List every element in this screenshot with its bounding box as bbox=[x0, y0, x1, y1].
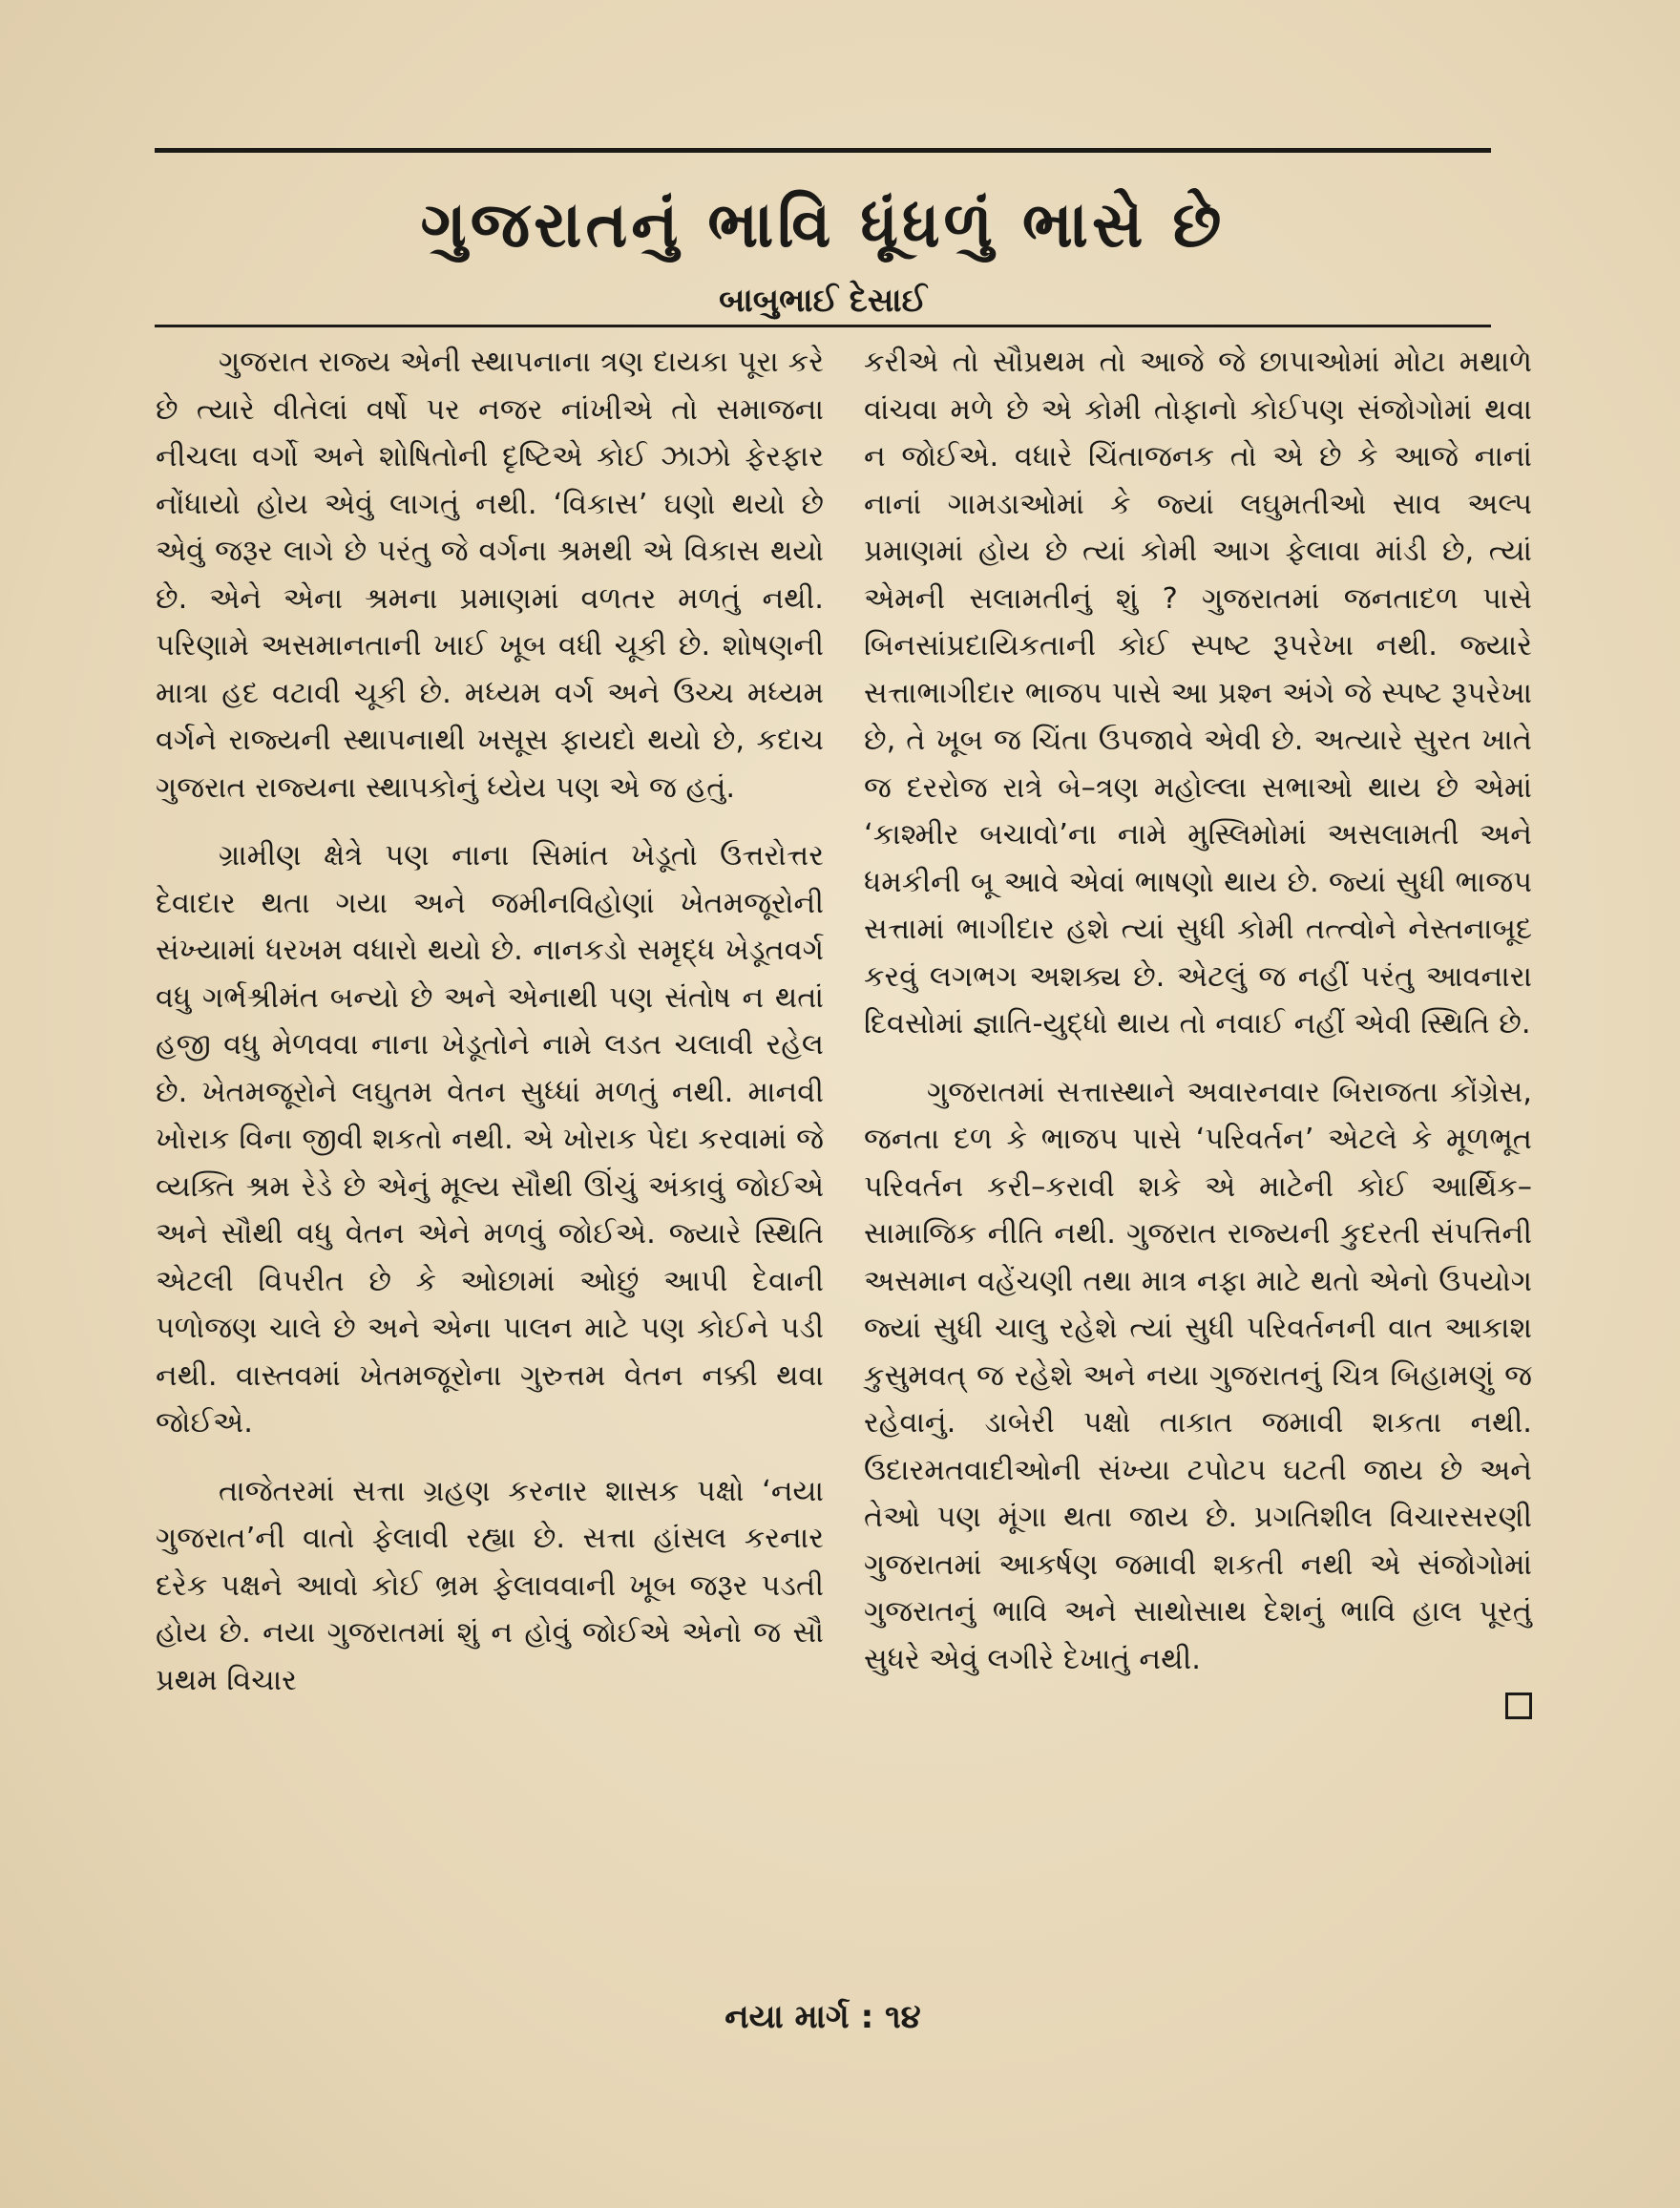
paragraph: ગુજરાતમાં સત્તાસ્થાને અવારનવાર બિરાજતા કોંગ્રેસ, જનતા દળ કે ભાજપ પાસે ‘પરિવર્તન’ એટલે કે મૂળભૂત પરિવર્તન કરી–કરાવી શકે એ માટેની કોઈ આર્થિક–સામાજિક નીતિ નથી. ગુજરાત રાજ્યની કુદરતી સંપત્તિની અસમાન વહેંચણી તથા માત્ર નફા માટે થતો એનો ઉપયોગ જ્યાં સુધી ચાલુ રહેશે ત્યાં સુધી પરિવર્તનની વાત આકાશ કુસુમવત્ જ રહેશે અને નયા ગુજરાતનું ચિત્ર બિહામણું જ રહેવાનું. ડાબેરી પક્ષો તાકાત જમાવી શકતા નથી. ઉદારમતવાદીઓની સંખ્યા ટપોટપ ઘટતી જાય છે અને તેઓ પણ મૂંગા થતા જાય છે. પ્રગતિશીલ વિચારસરણી ગુજરાતમાં આકર્ષણ જમાવી શકતી નથી એ સંજોગોમાં ગુજરાતનું ભાવિ અને સાથોસાથ દેશનું ભાવિ હાલ પૂરતું સુધરે એવું લગીરે દેખાતું નથી. bbox=[864, 1075, 1532, 1676]
article-author: બાબુભાઈ દેસાઈ bbox=[719, 282, 927, 320]
page-footer: નયા માર્ગ : ૧૪ bbox=[724, 1998, 921, 2036]
paragraph: ગ્રામીણ ક્ષેત્રે પણ નાના સિમાંત ખેડૂતો ઉત્તરોત્તર દેવાદાર થતા ગયા અને જમીનવિહોણાં ખેતમજૂરોની સંખ્યામાં ધરખમ વધારો થયો છે. નાનકડો સમૃદ્ધ ખેડૂતવર્ગ વધુ ગર્ભશ્રીમંત બન્યો છે અને એનાથી પણ સંતોષ ન થતાં હજી વધુ મેળવવા નાના ખેડૂતોને નામે લડત ચલાવી રહેલ છે. ખેતમજૂરોને લઘુતમ વેતન સુધ્ધાં મળતું નથી. માનવી ખોરાક વિના જીવી શકતો નથી. એ ખોરાક પેદા કરવામાં જે વ્યક્તિ શ્રમ રેડે છે એનું મૂલ્ય સૌથી ઊંચું અંકાવું જોઈએ અને સૌથી વધુ વેતન એને મળવું જોઈએ. જ્યારે સ્થિતિ એટલી વિપરીત છે કે ઓછામાં ઓછું આપી દેવાની પળોજણ ચાલે છે અને એના પાલન માટે પણ કોઈને પડી નથી. વાસ્તવમાં ખેતમજૂરોના ગુરુત્તમ વેતન નક્કી થવા જોઈએ. bbox=[156, 839, 824, 1440]
paragraph: ગુજરાત રાજ્ય એની સ્થાપનાના ત્રણ દાયકા પૂરા કરે છે ત્યારે વીતેલાં વર્ષો પર નજર નાંખીએ તો સમાજના નીચલા વર્ગો અને શોષિતોની દૃષ્ટિએ કોઈ ઝાઝો ફેરફાર નોંધાયો હોય એવું લાગતું નથી. ‘વિકાસ’ ઘણો થયો છે એવું જરૂર લાગે છે પરંતુ જે વર્ગના શ્રમથી એ વિકાસ થયો છે. એને એના શ્રમના પ્રમાણમાં વળતર મળતું નથી. પરિણામે અસમાનતાની ખાઈ ખૂબ વધી ચૂકી છે. શોષણની માત્રા હદ વટાવી ચૂકી છે. મધ્યમ વર્ગ અને ઉચ્ચ મધ્યમ વર્ગને રાજ્યની સ્થાપનાથી ખસૂસ ફાયદો થયો છે, કદાચ ગુજરાત રાજ્યના સ્થાપકોનું ધ્યેય પણ એ જ હતું. bbox=[156, 346, 824, 805]
header-rule bbox=[155, 325, 1491, 327]
left-column bbox=[156, 339, 824, 1704]
end-mark-icon bbox=[1505, 1693, 1532, 1719]
article-title: ગુજરાતનું ભાવિ ધૂંધળું ભાસે છે bbox=[420, 187, 1226, 262]
paragraph: તાજેતરમાં સત્તા ગ્રહણ કરનાર શાસક પક્ષો ‘નયા ગુજરાત’ની વાતો ફેલાવી રહ્યા છે. સત્તા હાંસલ કરનાર દરેક પક્ષને આવો કોઈ ભ્રમ ફેલાવવાની ખૂબ જરૂર પડતી હોય છે. નયા ગુજરાતમાં શું ન હોવું જોઈએ એનો જ સૌ પ્રથમ વિચાર bbox=[156, 1474, 824, 1697]
paragraph: કરીએ તો સૌપ્રથમ તો આજે જે છાપાઓમાં મોટા મથાળે વાંચવા મળે છે એ કોમી તોફાનો કોઈપણ સંજોગોમાં થવા ન જોઈએ. વધારે ચિંતાજનક તો એ છે કે આજે નાનાં નાનાં ગામડાઓમાં કે જ્યાં લઘુમતીઓ સાવ અલ્પ પ્રમાણમાં હોય છે ત્યાં કોમી આગ ફેલાવા માંડી છે, ત્યાં એમની સલામતીનું શું ? ગુજરાતમાં જનતાદળ પાસે બિનસાંપ્રદાયિકતાની કોઈ સ્પષ્ટ રૂપરેખા નથી. જ્યારે સત્તાભાગીદાર ભાજપ પાસે આ પ્રશ્ન અંગે જે સ્પષ્ટ રૂપરેખા છે, તે ખૂબ જ ચિંતા ઉપજાવે એવી છે. અત્યારે સુરત ખાતે જ દરરોજ રાત્રે બે–ત્રણ મહોલ્લા સભાઓ થાય છે એમાં ‘કાશ્મીર બચાવો’ના નામે મુસ્લિમોમાં અસલામતી અને ધમકીની બૂ આવે એવાં ભાષણો થાય છે. જ્યાં સુધી ભાજપ સત્તામાં ભાગીદાર હશે ત્યાં સુધી કોમી તત્ત્વોને નેસ્તનાબૂદ કરવું લગભગ અશક્ય છે. એટલું જ નહીં પરંતુ આવનારા દિવસોમાં જ્ઞાતિ-યુદ્ધો થાય તો નવાઈ નહીં એવી સ્થિતિ છે. bbox=[864, 346, 1532, 1041]
right-column bbox=[864, 339, 1532, 1719]
top-rule bbox=[155, 148, 1491, 153]
